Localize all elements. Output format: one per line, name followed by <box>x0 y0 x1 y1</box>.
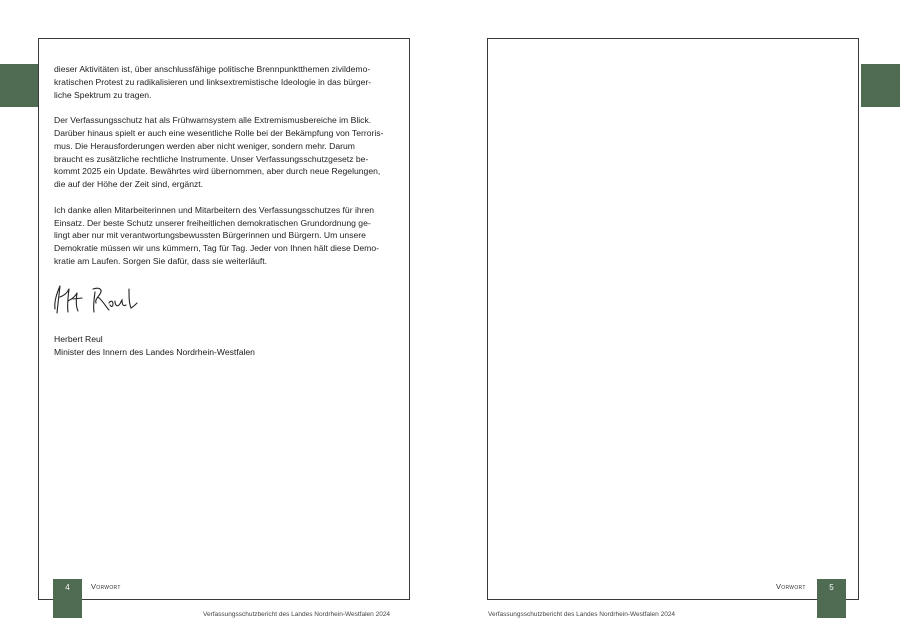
footer-left: Verfassungsschutzbericht des Landes Nordrhein-Westfalen 2024 <box>203 611 391 618</box>
right-edge-tab <box>861 64 900 107</box>
footer-right: Verfassungsschutzbericht des Landes Nordrhein-Westfalen 2024 <box>488 611 676 618</box>
body-text <box>54 63 399 281</box>
section-label-left: Vorwort <box>91 582 121 591</box>
left-page <box>38 38 410 600</box>
author-name: Herbert Reul <box>54 334 103 344</box>
page-number: 5 <box>829 583 834 592</box>
author-block <box>54 333 255 359</box>
page-number: 4 <box>65 583 70 592</box>
page-number-badge-right <box>817 579 846 618</box>
page-number-badge-left <box>53 579 82 618</box>
right-page <box>487 38 859 600</box>
paragraph: dieser Aktivitäten ist, über anschlussfähige politische Brennpunktthemen zivildemo- kratischen Protest zu radikalisieren und linksextremistische Ideologie in das bürger- liche Spektrum zu tragen. <box>54 64 372 100</box>
section-label-right: Vorwort <box>776 582 806 591</box>
left-edge-tab <box>0 64 38 107</box>
author-title: Minister des Innern des Landes Nordrhein-Westfalen <box>54 346 255 357</box>
paragraph: Der Verfassungsschutz hat als Frühwarnsystem alle Extremismusbereiche im Blick. Darüber hinaus spielt er auch eine wesentliche Rolle bei der Bekämpfung von Terroris- mus. Die Herausforderungen werden aber nicht weniger, sondern mehr. Darum braucht es zusätzliche rechtliche Instrumente. Unser Verfassungsschutzgesetz be- kommt 2025 ein Update. Bewährtes wird übernommen, aber durch neue Regelungen, die auf der Höhe der Zeit sind, ergänzt. <box>54 115 384 190</box>
handwritten-signature <box>51 283 146 317</box>
paragraph: Ich danke allen Mitarbeiterinnen und Mitarbeitern des Verfassungsschutzes für ihren Einsatz. Der beste Schutz unserer freiheitlichen demokratischen Grundordnung ge- lingt aber nur mit verantwortungsbewussten Bürgerinnen und Bürgern. Um unsere Demokratie müssen wir uns kümmern, Tag für Tag. Jeder von Ihnen hält diese Demo- kratie am Laufen. Sorgen Sie dafür, dass sie weiterläuft. <box>54 204 379 266</box>
